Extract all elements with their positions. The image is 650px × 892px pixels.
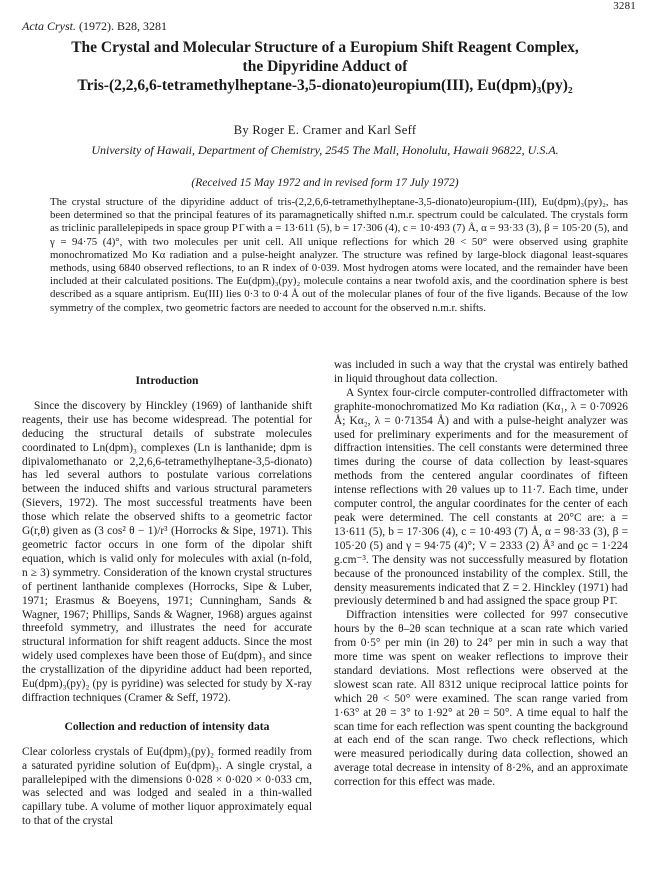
journal-volume: (1972). B28, 3281 — [76, 19, 167, 33]
left-column — [22, 374, 312, 829]
section-heading-introduction: Introduction — [135, 374, 199, 387]
received-date: (Received 15 May 1972 and in revised form 17 July 1972) — [191, 177, 459, 189]
continuation-paragraph: was included in such a way that the crystal was entirely bathed in liquid throughout data collection. — [334, 359, 628, 385]
journal-name: Acta Cryst. — [22, 19, 76, 33]
section-heading-collection: Collection and reduction of intensity data — [64, 719, 270, 733]
affiliation: University of Hawaii, Department of Chemistry, 2545 The Mall, Honolulu, Hawaii 96822, U.S.A. — [91, 143, 559, 157]
title-line-2: the Dipyridine Adduct of — [242, 58, 408, 75]
abstract-text: The crystal structure of the dipyridine adduct of tris-(2,2,6,6-tetramethylheptane-3,5-dionato)europium-(III), Eu(dpm)₃(py)₂, has been determined so that the principal features of its paramagnetically shifted n.m.r. spectrum could be calculated. The crystals form as triclinic parallelepipeds in space group P1̄ with a = 13·611 (5), b = 17·306 (4), c = 10·493 (7) Å, α = 93·33 (3), β = 105·20 (5), and γ = 94·75 (4)°, with two molecules per unit cell. All unique reflections for which 2θ < 50° were observed using graphite monochromatized Mo Kα radiation and a pulse-height analyzer. The structure was refined by large-block diagonal least-squares methods, using 6840 observed reflections, to an R index of 0·039. Most hydrogen atoms were located, and the remainder have been included at their calculated positions. The Eu(dpm)₃(py)₂ molecule contains a near twofold axis, and the coordination sphere is best described as a square antiprism. Eu(III) lies 0·3 to 0·4 Å out of the molecular planes of four of the five ligands. Because of the low symmetry of the complex, two geometric factors are needed to account for the observed n.m.r. shifts. — [50, 196, 628, 314]
right-column — [334, 359, 628, 790]
title-line-3: Tris-(2,2,6,6-tetramethylheptane-3,5-dionato)europium(III), Eu(dpm)₃(py)₂ — [77, 77, 573, 94]
intensity-paragraph: Diffraction intensities were collected for 997 consecutive hours by the θ–2θ scan technique at a scan rate which varied from 0·5° per min (in 2θ) to 24° per min in such a way that more time was spent on weaker reflections to improve their standard deviations. Most reflections were observed at the slowest scan rate. All 8312 unique reciprocal lattice points for which 2θ < 50° were examined. The scan range varied from 1·63° at 2θ = 3° to 1·92° at 2θ = 50°. A time equal to half the scan time for each reflection was spent counting the background at each end of the scan range. Two check reflections, which were measured periodically during data collection, showed an average total decrease in intensity of 8·2%, and an approximate correction for this effect was made. — [334, 609, 628, 789]
abstract — [50, 196, 628, 315]
authors: By Roger E. Cramer and Karl Seff — [233, 123, 417, 137]
journal-citation — [22, 19, 167, 34]
collection-paragraph: Clear colorless crystals of Eu(dpm)₃(py)₂ formed readily from a saturated pyridine solution of Eu(dpm)₃. A single crystal, a parallelepiped with the dimensions 0·028 × 0·020 × 0·033 cm, was selected and was lodged and sealed in a thin-walled capillary tube. A volume of mother liquor approximately equal to that of the crystal — [22, 745, 312, 828]
title-line-1: The Crystal and Molecular Structure of a Europium Shift Reagent Complex, — [71, 39, 579, 56]
paper-title — [22, 38, 628, 95]
introduction-paragraph: Since the discovery by Hinckley (1969) of lanthanide shift reagents, their use has become widespread. The potential for deducing the structural details of substrate molecules coordinated to Ln(dpm)₃ complexes (Ln is lanthanide; dpm is dipivalomethanato or 2,2,6,6-tetramethylheptane-3,5-dionato) has led several authors to postulate various correlations between the induced shifts and various structural parameters (Sievers, 1972). The most successful treatments have been those which relate the observed shifts to a geometric factor G(r,θ) given as (3 cos² θ − 1)/r³ (Horrocks & Sipe, 1971). This geometric factor occurs in one form of the dipolar shift equation, which is valid only for molecules with axial (n-fold, n ≥ 3) symmetry. Consideration of the known crystal structures of pertinent lanthanide complexes (Horrocks, Sipe & Luber, 1971; Erasmus & Boeyens, 1971; Cunningham, Sands & Wagner, 1967; Phillips, Sands & Wagner, 1968) argues against threefold symmetry, and illustrates the need for accurate structural information for shift reagent adducts. Since the most widely used complexes have been those of Eu(dpm)₃ and since the crystallization of the dipyridine adduct had been reported, Eu(dpm)₃(py)₂ (py is pyridine) was selected for study by X-ray diffraction techniques (Cramer & Seff, 1972). — [22, 399, 312, 704]
diffractometer-paragraph: A Syntex four-circle computer-controlled diffractometer with graphite-monochromatized Mo Kα radiation (Kα₁, λ = 0·70926 Å; Kα₂, λ = 0·71354 Å) and with a pulse-height analyzer was used for preliminary experiments and for the measurement of diffraction intensities. The cell constants were determined three times during the course of data collection by least-squares methods from the centered angular coordinates of fifteen intense reflections with 2θ values up to 11·7. Each time, under computer control, the angular coordinates for the center of each peak were determined. The cell constants at 20°C are: a = 13·611 (5), b = 17·306 (4), c = 10·493 (7) Å, α = 98·33 (3), β = 105·20 (5) and γ = 94·75 (4)°; V = 2333 (2) Å³ and ϱc = 1·224 g.cm⁻³. The density was not successfully measured by flotation because of the pronounced instability of the complex. Still, the density measurements indicated that Z = 2. Hinckley (1971) had previously determined b and had assigned the space group P1̄. — [334, 386, 628, 608]
page-number: 3281 — [613, 0, 636, 12]
